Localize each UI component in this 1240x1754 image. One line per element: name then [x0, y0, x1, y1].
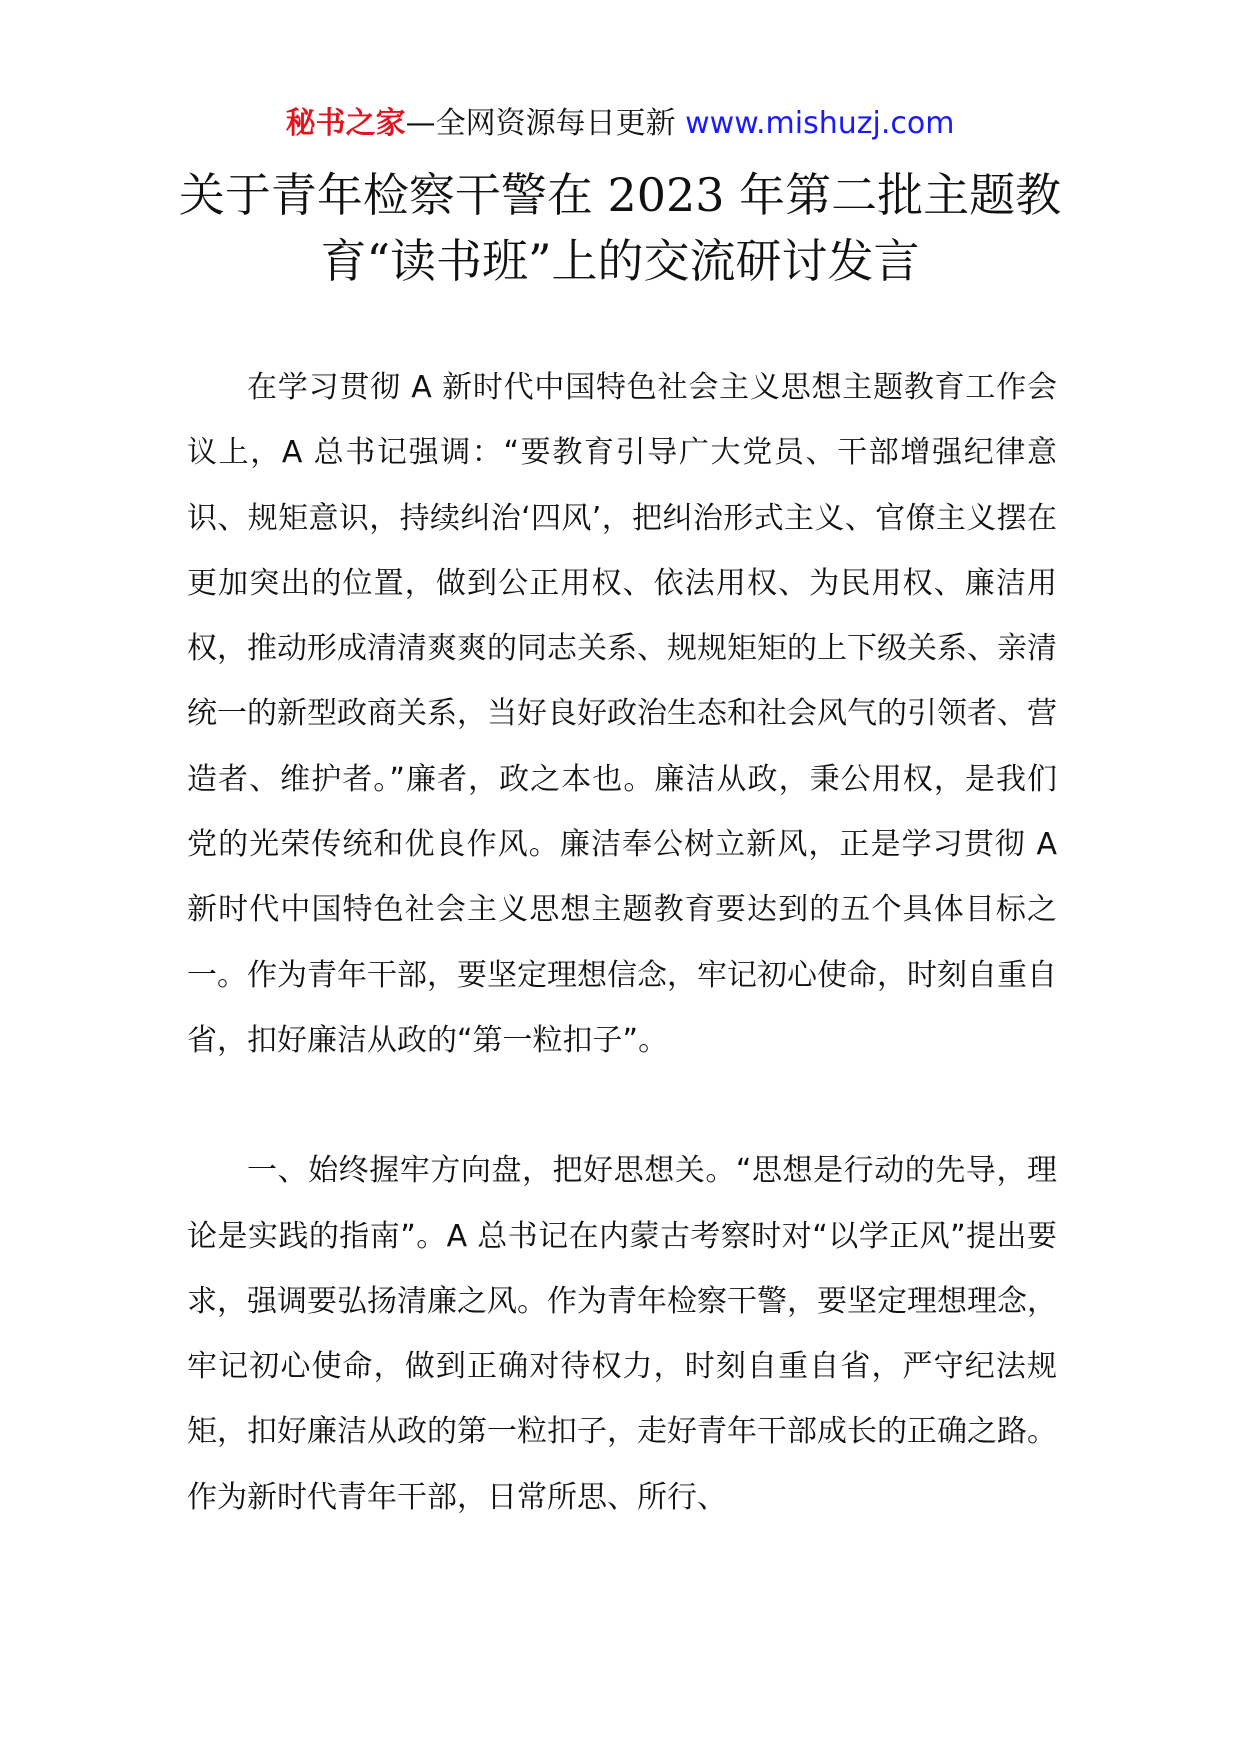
site-url-link[interactable]: www.mishuzj.com — [685, 106, 955, 141]
document-body — [187, 355, 1057, 1530]
brand-name: 秘书之家 — [285, 106, 406, 141]
paragraph-1: 在学习贯彻 A 新时代中国特色社会主义思想主题教育工作会议上，A 总书记强调：“要教育引导广大党员、干部增强纪律意识、规矩意识，持续纠治‘四风’，把纠治形式主义、官僚主义摆在更加突出的位置，做到公正用权、依法用权、为民用权、廉洁用权，推动形成清清爽爽的同志关系、规规矩矩的上下级关系、亲清统一的新型政商关系，当好良好政治生态和社会风气的引领者、营造者、维护者。”廉者，政之本也。廉洁从政，秉公用权，是我们党的光荣传统和优良作风。廉洁奉公树立新风，正是学习贯彻 A 新时代中国特色社会主义思想主题教育要达到的五个具体目标之一。作为青年干部，要坚定理想信念，牢记初心使命，时刻自重自省，扣好廉洁从政的“第一粒扣子”。 — [187, 370, 1057, 1058]
header-tagline: —全网资源每日更新 — [405, 106, 686, 141]
site-header — [0, 104, 1240, 144]
document-title — [150, 162, 1090, 294]
title-line-2: 育“读书班”上的交流研讨发言 — [320, 234, 920, 288]
paragraph-2: 一、始终握牢方向盘，把好思想关。“思想是行动的先导，理论是实践的指南”。A 总书记在内蒙古考察时对“以学正风”提出要求，强调要弘扬清廉之风。作为青年检察干警，要坚定理想理念，牢记初心使命，做到正确对待权力，时刻自重自省，严守纪法规矩，扣好廉洁从政的第一粒扣子，走好青年干部成长的正确之路。作为新时代青年干部，日常所思、所行、 — [187, 1153, 1057, 1515]
title-line-1: 关于青年检察干警在 2023 年第二批主题教 — [178, 168, 1062, 222]
